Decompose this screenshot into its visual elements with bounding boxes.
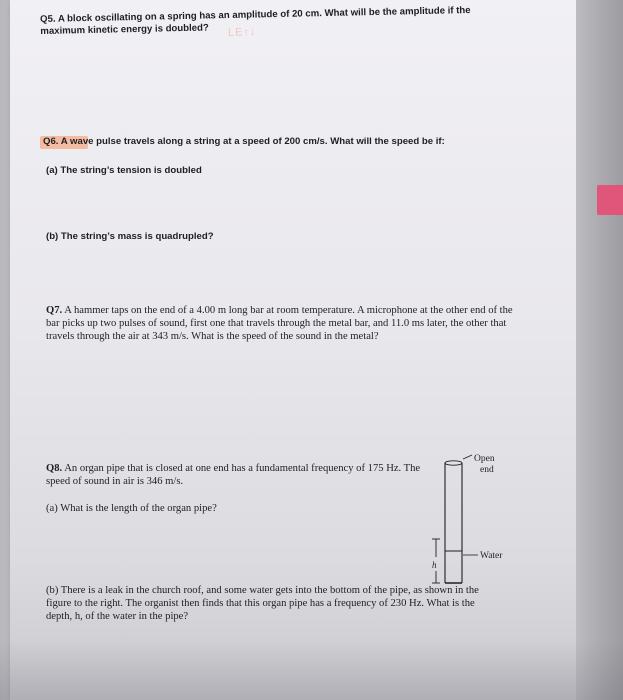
question-8-part-a: (a) What is the length of the organ pipe? [46,503,217,514]
open-end-label-line2: end [480,465,494,475]
pipe-shape [445,461,462,583]
page-edge-shadow [576,0,623,700]
question-6-text: A wave pulse travels along a string at a speed of 200 cm/s. What will the speed be if: [60,136,445,147]
open-end-label-line1: Open [474,454,495,464]
question-8-number: Q8. [46,463,63,474]
bottom-shadow [0,640,623,700]
question-7 [46,304,516,343]
question-6 [43,136,543,148]
organ-pipe-diagram [420,445,530,595]
question-5-text: A block oscillating on a spring has an amplitude of 20 cm. What will be the amplitude if the maximum kinetic energy is doubled? [40,4,471,37]
question-7-number: Q7. [46,305,63,316]
question-8 [46,462,426,488]
question-5-number: Q5. [40,13,56,25]
handwritten-annotation: LE↑↓ [227,26,257,40]
question-7-text: A hammer taps on the end of a 4.00 m long bar at room temperature. A microphone at the other end of the bar picks up two pulses of sound, first one that travels through the metal bar, and 11.0 ms later, the other that travels through the air at 343 m/s. What is the speed of the sound in the metal? [46,305,513,342]
depth-label: h [432,560,437,570]
question-6-number: Q6. [43,136,59,147]
question-8-part-b: (b) There is a leak in the church roof, and some water gets into the bottom of the pipe, as shown in the figure to the right. The organist then finds that this organ pipe has a frequency of 230 Hz. What is the depth, h, of the water in the pipe? [46,585,479,622]
question-6-part-b: (b) The string’s mass is quadrupled? [46,231,214,242]
water-label: Water [480,551,503,561]
sticky-note-tab [597,185,623,215]
question-8-text: An organ pipe that is closed at one end has a fundamental frequency of 175 Hz. The speed of sound in air is 346 m/s. [46,463,421,487]
open-end-pointer [463,455,472,459]
question-6-part-a: (a) The string’s tension is doubled [46,165,202,176]
